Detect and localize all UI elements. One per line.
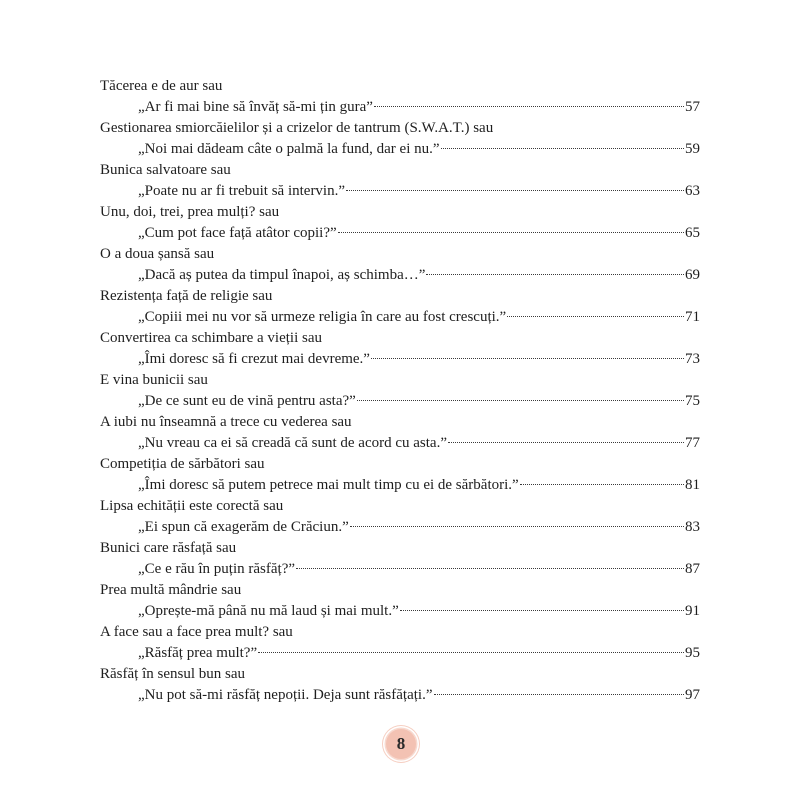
dot-leader — [296, 568, 684, 569]
toc-entry-subline — [100, 181, 700, 202]
toc-entry-title: A iubi nu înseamnă a trece cu vederea sau — [100, 414, 352, 430]
dot-leader — [357, 400, 684, 401]
toc-entry-title: Convertirea ca schimbare a vieții sau — [100, 330, 322, 346]
toc-entry-page-number: 63 — [685, 183, 700, 199]
toc-entry-title: Tăcerea e de aur sau — [100, 78, 223, 94]
toc-entry-title: Bunica salvatoare sau — [100, 162, 231, 178]
page-number: 8 — [396, 734, 406, 753]
toc-entry-page-number: 57 — [685, 99, 700, 115]
toc-entry-subline — [100, 517, 700, 538]
toc-entry-subline — [100, 307, 700, 328]
toc-entry-title: Prea multă mândrie sau — [100, 582, 242, 598]
toc-entry — [100, 118, 700, 160]
dot-leader — [448, 442, 684, 443]
toc-entry-quote: „Copiii mei nu vor să urmeze religia în care au fost crescuți.” — [138, 309, 507, 325]
toc-entry-subline — [100, 601, 700, 622]
toc-entry-page-number: 91 — [685, 603, 700, 619]
toc-entry-quote: „Noi mai dădeam câte o palmă la fund, dar ei nu.” — [138, 141, 440, 157]
toc-entry — [100, 160, 700, 202]
table-of-contents — [100, 76, 700, 706]
toc-entry — [100, 286, 700, 328]
dot-leader — [434, 694, 685, 695]
toc-entry-page-number: 59 — [685, 141, 700, 157]
dot-leader — [374, 106, 684, 107]
dot-leader — [346, 190, 684, 191]
toc-entry-title: O a doua șansă sau — [100, 246, 215, 262]
dot-leader — [400, 610, 684, 611]
toc-entry-quote: „Ce e rău în puțin răsfăț?” — [138, 561, 296, 577]
toc-entry-subline — [100, 685, 700, 706]
toc-entry-title: Unu, doi, trei, prea mulți? sau — [100, 204, 280, 220]
toc-entry-subline — [100, 265, 700, 286]
toc-entry-quote: „Poate nu ar fi trebuit să intervin.” — [138, 183, 346, 199]
toc-entry-page-number: 87 — [685, 561, 700, 577]
toc-entry-page-number: 65 — [685, 225, 700, 241]
toc-entry-quote: „Ar fi mai bine să învăț să-mi țin gura” — [138, 99, 373, 115]
dot-leader — [258, 652, 684, 653]
toc-entry-subline — [100, 475, 700, 496]
toc-entry-quote: „Îmi doresc să fi crezut mai devreme.” — [138, 351, 370, 367]
toc-entry-subline — [100, 97, 700, 118]
toc-entry-quote: „Îmi doresc să putem petrece mai mult timp cu ei de sărbători.” — [138, 477, 519, 493]
toc-entry-quote: „Răsfăț prea mult?” — [138, 645, 258, 661]
toc-entry-title: E vina bunicii sau — [100, 372, 208, 388]
toc-entry — [100, 370, 700, 412]
toc-entry-quote: „Dacă aș putea da timpul înapoi, aș schimba…” — [138, 267, 426, 283]
toc-entry-title: Competiția de sărbători sau — [100, 456, 265, 472]
dot-leader — [350, 526, 684, 527]
toc-entry — [100, 622, 700, 664]
dot-leader — [441, 148, 684, 149]
toc-entry-title: Lipsa echității este corectă sau — [100, 498, 284, 514]
toc-entry-quote: „Nu pot să-mi răsfăț nepoții. Deja sunt răsfățați.” — [138, 687, 433, 703]
toc-entry-title: Gestionarea smiorcăielilor și a crizelor de tantrum (S.W.A.T.) sau — [100, 120, 494, 136]
toc-entry-page-number: 73 — [685, 351, 700, 367]
toc-entry-subline — [100, 349, 700, 370]
toc-entry-subline — [100, 643, 700, 664]
toc-entry-page-number: 75 — [685, 393, 700, 409]
toc-entry — [100, 412, 700, 454]
toc-entry-quote: „Cum pot face față atâtor copii?” — [138, 225, 337, 241]
dot-leader — [507, 316, 684, 317]
toc-entry-page-number: 71 — [685, 309, 700, 325]
toc-entry-page-number: 69 — [685, 267, 700, 283]
toc-entry — [100, 328, 700, 370]
toc-entry — [100, 664, 700, 706]
toc-entry — [100, 496, 700, 538]
toc-entry-page-number: 97 — [685, 687, 700, 703]
dot-leader — [338, 232, 684, 233]
toc-entry — [100, 244, 700, 286]
toc-entry-subline — [100, 391, 700, 412]
toc-entry — [100, 76, 700, 118]
toc-entry — [100, 202, 700, 244]
toc-entry-title: Bunici care răsfață sau — [100, 540, 237, 556]
toc-entry-page-number: 81 — [685, 477, 700, 493]
dot-leader — [520, 484, 684, 485]
page-number-badge — [386, 729, 416, 759]
toc-entry-subline — [100, 223, 700, 244]
toc-entry-quote: „Ei spun că exagerăm de Crăciun.” — [138, 519, 349, 535]
toc-entry-subline — [100, 433, 700, 454]
toc-entry-page-number: 77 — [685, 435, 700, 451]
toc-entry-quote: „De ce sunt eu de vină pentru asta?” — [138, 393, 356, 409]
toc-entry-quote: „Nu vreau ca ei să creadă că sunt de acord cu asta.” — [138, 435, 447, 451]
dot-leader — [426, 274, 684, 275]
toc-entry-quote: „Oprește-mă până nu mă laud și mai mult.” — [138, 603, 399, 619]
toc-entry-title: Rezistența față de religie sau — [100, 288, 273, 304]
toc-entry-subline — [100, 559, 700, 580]
dot-leader — [371, 358, 684, 359]
toc-entry — [100, 538, 700, 580]
toc-entry-title: A face sau a face prea mult? sau — [100, 624, 293, 640]
toc-entry-page-number: 83 — [685, 519, 700, 535]
toc-entry — [100, 454, 700, 496]
toc-entry-title: Răsfăț în sensul bun sau — [100, 666, 245, 682]
toc-entry-page-number: 95 — [685, 645, 700, 661]
toc-entry — [100, 580, 700, 622]
toc-entry-subline — [100, 139, 700, 160]
